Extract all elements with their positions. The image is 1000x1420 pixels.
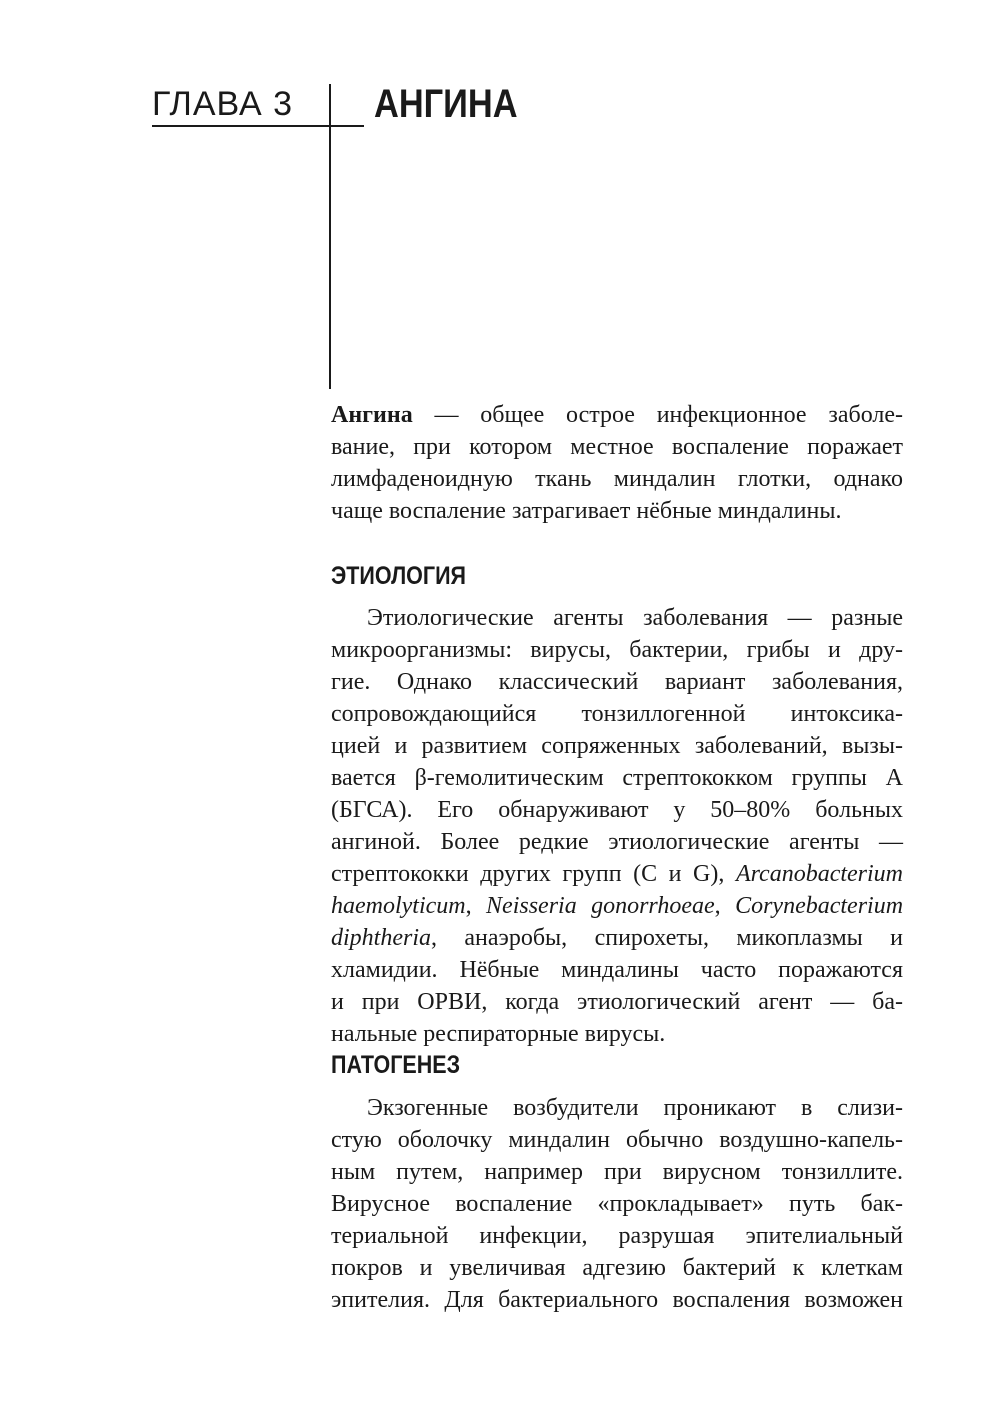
intro-line-1: Ангина — общее острое инфекционное заболе- (331, 402, 903, 428)
etiology-paragraph (331, 602, 903, 1050)
etiology-line: микроорганизмы: вирусы, бактерии, грибы и дру- (331, 637, 903, 663)
etiology-line: цией и развитием сопряженных заболеваний, вызы- (331, 733, 903, 759)
pathogenesis-line: териальной инфекции, разрушая эпителиальный (331, 1223, 903, 1249)
pathogenesis-line: эпителия. Для бактериального воспаления возможен (331, 1287, 903, 1313)
etiology-heading: ЭТИОЛОГИЯ (331, 562, 466, 590)
pathogenesis-line: Экзогенные возбудители проникают в слизи- (367, 1095, 903, 1121)
pathogenesis-paragraph (331, 1092, 903, 1316)
intro-line-4: чаще воспаление затрагивает нёбные миндалины. (331, 498, 842, 524)
etiology-line: хламидии. Нёбные миндалины часто поражаются (331, 957, 903, 983)
pathogenesis-line: покров и увеличивая адгезию бактерий к клеткам (331, 1255, 903, 1281)
intro-line-2: вание, при котором местное воспаление поражает (331, 434, 903, 460)
etiology-line: стрептококки других групп (C и G), Arcanobacterium (331, 861, 904, 887)
etiology-line: вается β-гемолитическим стрептококком группы А (331, 765, 903, 791)
intro-paragraph (331, 399, 903, 527)
intro-term: Ангина (331, 402, 413, 428)
etiology-line: гие. Однако классический вариант заболевания, (331, 669, 903, 695)
pathogenesis-heading: ПАТОГЕНЕЗ (331, 1051, 461, 1079)
intro-line-3: лимфаденоидную ткань миндалин глотки, однако (331, 466, 903, 492)
etiology-line: нальные респираторные вирусы. (331, 1021, 666, 1047)
chapter-rule-horizontal (152, 125, 364, 127)
pathogenesis-line: ным путем, например при вирусном тонзиллите. (331, 1159, 903, 1185)
pathogenesis-line: Вирусное воспаление «прокладывает» путь бак- (331, 1191, 903, 1217)
etiology-line: diphtheria, анаэробы, спирохеты, микоплазмы и (331, 925, 903, 951)
chapter-label: ГЛАВА 3 (152, 85, 294, 123)
etiology-line: haemolyticum, Neisseria gonorrhoeae, Corynebacterium (331, 893, 904, 919)
chapter-rule-vertical (329, 84, 331, 389)
etiology-line: ангиной. Более редкие этиологические агенты — (331, 829, 903, 855)
pathogenesis-line: стую оболочку миндалин обычно воздушно-капель- (331, 1127, 903, 1153)
etiology-line: сопровождающийся тонзиллогенной интоксика- (331, 701, 903, 727)
etiology-line: Этиологические агенты заболевания — разные (367, 605, 903, 631)
etiology-line: (БГСА). Его обнаруживают у 50–80% больных (331, 797, 903, 823)
chapter-title: АНГИНА (374, 82, 518, 126)
etiology-line: и при ОРВИ, когда этиологический агент — ба- (331, 989, 903, 1015)
